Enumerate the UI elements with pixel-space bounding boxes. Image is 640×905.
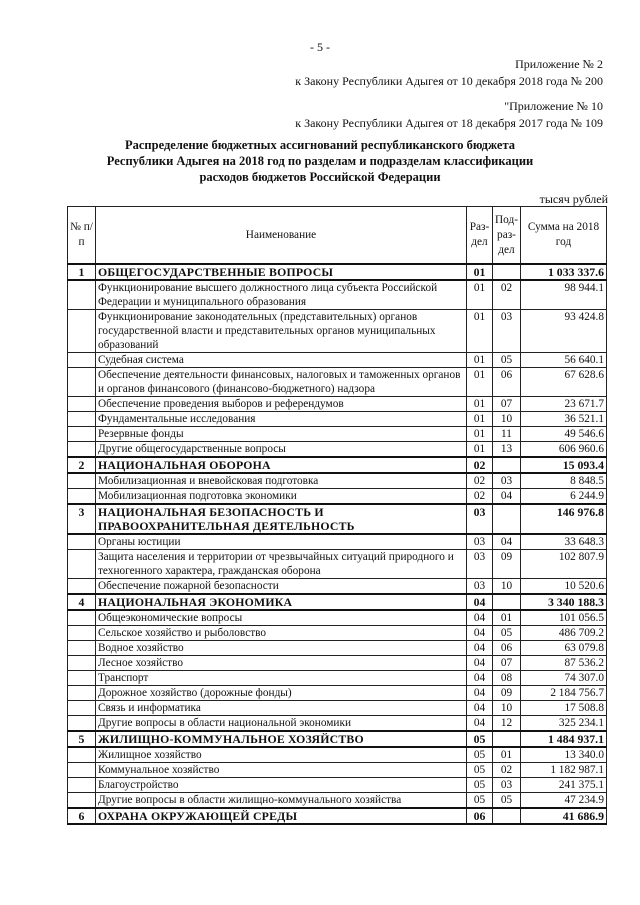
table-header-row [68,207,607,265]
cell-num [68,310,96,353]
cell-podrazdel [493,457,521,473]
cell-podrazdel: 03 [493,473,521,489]
cell-podrazdel: 02 [493,763,521,778]
cell-name: ЖИЛИЩНО-КОММУНАЛЬНОЕ ХОЗЯЙСТВО [96,731,467,747]
table-row [68,778,607,793]
cell-sum: 41 686.9 [521,808,607,824]
cell-razdel: 02 [467,457,493,473]
cell-name: Водное хозяйство [96,641,467,656]
cell-podrazdel: 03 [493,310,521,353]
cell-sum: 2 184 756.7 [521,686,607,701]
document-title-line: Республики Адыгея на 2018 год по разделам и подразделам классификации [106,154,534,168]
cell-podrazdel [493,504,521,534]
cell-razdel: 01 [467,310,493,353]
cell-podrazdel: 03 [493,778,521,793]
section-row [68,731,607,747]
cell-podrazdel: 01 [493,747,521,763]
table-row [68,368,607,397]
cell-name: Транспорт [96,671,467,686]
cell-podrazdel: 01 [493,610,521,626]
table-row [68,716,607,732]
cell-sum: 1 484 937.1 [521,731,607,747]
cell-name: Лесное хозяйство [96,656,467,671]
cell-podrazdel: 09 [493,686,521,701]
cell-razdel: 01 [467,397,493,412]
table-row [68,353,607,368]
header-sum: Сумма на 2018 год [521,207,607,265]
table-row [68,610,607,626]
section-row [68,264,607,280]
section-row [68,457,607,473]
cell-num [68,473,96,489]
cell-sum: 49 546.6 [521,427,607,442]
cell-num [68,579,96,595]
cell-razdel: 04 [467,716,493,732]
cell-num [68,368,96,397]
budget-table [67,206,607,825]
table-row [68,397,607,412]
document-title-line: расходов бюджетов Российской Федерации [199,170,441,184]
cell-sum: 63 079.8 [521,641,607,656]
cell-name: Судебная система [96,353,467,368]
cell-name: Обеспечение проведения выборов и референдумов [96,397,467,412]
cell-razdel: 01 [467,280,493,310]
appendix-2-title: "Приложение № 10 [504,99,603,113]
cell-razdel: 05 [467,763,493,778]
cell-razdel: 03 [467,534,493,550]
cell-razdel: 05 [467,731,493,747]
cell-razdel: 05 [467,778,493,793]
cell-name: Сельское хозяйство и рыболовство [96,626,467,641]
cell-num [68,671,96,686]
cell-sum: 17 508.8 [521,701,607,716]
cell-sum: 325 234.1 [521,716,607,732]
document-title [80,137,560,185]
cell-num [68,716,96,732]
cell-podrazdel: 09 [493,550,521,579]
cell-name: Обеспечение пожарной безопасности [96,579,467,595]
table-row [68,442,607,458]
cell-num [68,412,96,427]
table-row [68,656,607,671]
cell-num [68,442,96,458]
cell-podrazdel [493,808,521,824]
table-row [68,793,607,809]
cell-razdel: 04 [467,594,493,610]
cell-sum: 23 671.7 [521,397,607,412]
cell-name: Обеспечение деятельности финансовых, налоговых и таможенных органов и органов финансового (финансово-бюджетного) надзора [96,368,467,397]
cell-razdel: 04 [467,626,493,641]
cell-sum: 3 340 188.3 [521,594,607,610]
cell-razdel: 05 [467,793,493,809]
cell-podrazdel: 07 [493,656,521,671]
cell-num: 2 [68,457,96,473]
cell-razdel: 04 [467,656,493,671]
cell-razdel: 04 [467,641,493,656]
cell-num: 5 [68,731,96,747]
cell-num [68,686,96,701]
cell-sum: 67 628.6 [521,368,607,397]
cell-name: Другие вопросы в области национальной экономики [96,716,467,732]
cell-name: Органы юстиции [96,534,467,550]
cell-razdel: 02 [467,489,493,505]
cell-name: Функционирование законодательных (представительных) органов государственной власти и представительных органов муниципальных образований [96,310,467,353]
table-body [68,264,607,824]
cell-name: Мобилизационная и вневойсковая подготовка [96,473,467,489]
header-name: Наименование [96,207,467,265]
cell-name: ОХРАНА ОКРУЖАЮЩЕЙ СРЕДЫ [96,808,467,824]
cell-podrazdel: 04 [493,534,521,550]
cell-razdel: 05 [467,747,493,763]
cell-podrazdel: 13 [493,442,521,458]
cell-podrazdel: 06 [493,641,521,656]
section-row [68,504,607,534]
cell-razdel: 04 [467,701,493,716]
cell-razdel: 04 [467,686,493,701]
cell-num: 1 [68,264,96,280]
cell-sum: 74 307.0 [521,671,607,686]
cell-sum: 93 424.8 [521,310,607,353]
cell-num [68,353,96,368]
cell-name: Благоустройство [96,778,467,793]
document-title-line: Распределение бюджетных ассигнований республиканского бюджета [125,138,515,152]
cell-razdel: 01 [467,264,493,280]
table-row [68,489,607,505]
cell-podrazdel: 12 [493,716,521,732]
cell-name: Фундаментальные исследования [96,412,467,427]
cell-name: Жилищное хозяйство [96,747,467,763]
table-row [68,412,607,427]
cell-podrazdel: 07 [493,397,521,412]
units-label: тысяч рублей [539,192,608,206]
cell-razdel: 04 [467,671,493,686]
table-row [68,427,607,442]
cell-num [68,427,96,442]
cell-podrazdel: 02 [493,280,521,310]
cell-num: 3 [68,504,96,534]
section-row [68,808,607,824]
cell-podrazdel: 05 [493,353,521,368]
cell-sum: 486 709.2 [521,626,607,641]
table-row [68,550,607,579]
cell-podrazdel: 05 [493,626,521,641]
cell-sum: 10 520.6 [521,579,607,595]
cell-sum: 101 056.5 [521,610,607,626]
cell-podrazdel: 10 [493,412,521,427]
cell-sum: 56 640.1 [521,353,607,368]
cell-sum: 6 244.9 [521,489,607,505]
cell-sum: 146 976.8 [521,504,607,534]
cell-razdel: 01 [467,427,493,442]
cell-num [68,793,96,809]
table-row [68,473,607,489]
table-row [68,280,607,310]
cell-podrazdel: 10 [493,579,521,595]
cell-razdel: 04 [467,610,493,626]
cell-sum: 15 093.4 [521,457,607,473]
header-podrazdel: Под-раз-дел [493,207,521,265]
table-row [68,534,607,550]
cell-razdel: 03 [467,579,493,595]
cell-num [68,534,96,550]
cell-num [68,763,96,778]
cell-razdel: 01 [467,442,493,458]
cell-num [68,747,96,763]
cell-num [68,626,96,641]
cell-sum: 33 648.3 [521,534,607,550]
cell-num: 6 [68,808,96,824]
cell-name: Мобилизационная подготовка экономики [96,489,467,505]
cell-podrazdel: 04 [493,489,521,505]
cell-name: Коммунальное хозяйство [96,763,467,778]
cell-podrazdel: 11 [493,427,521,442]
cell-sum: 1 033 337.6 [521,264,607,280]
table-row [68,701,607,716]
cell-razdel: 06 [467,808,493,824]
cell-razdel: 01 [467,368,493,397]
cell-name: НАЦИОНАЛЬНАЯ ЭКОНОМИКА [96,594,467,610]
appendix-1-law: к Закону Республики Адыгея от 10 декабря 2018 года № 200 [295,74,603,88]
table-row [68,626,607,641]
cell-name: Другие общегосударственные вопросы [96,442,467,458]
cell-podrazdel: 05 [493,793,521,809]
cell-podrazdel: 06 [493,368,521,397]
cell-podrazdel [493,264,521,280]
cell-name: ОБЩЕГОСУДАРСТВЕННЫЕ ВОПРОСЫ [96,264,467,280]
cell-sum: 98 944.1 [521,280,607,310]
cell-num: 4 [68,594,96,610]
table-row [68,641,607,656]
cell-name: Общеэкономические вопросы [96,610,467,626]
section-row [68,594,607,610]
page-number: - 5 - [310,40,330,54]
header-num: № п/п [68,207,96,265]
appendix-1-title: Приложение № 2 [515,57,603,71]
cell-num [68,550,96,579]
table-row [68,671,607,686]
cell-name: Функционирование высшего должностного лица субъекта Российской Федерации и муниципального образования [96,280,467,310]
cell-sum: 241 375.1 [521,778,607,793]
cell-name: Резервные фонды [96,427,467,442]
cell-name: Другие вопросы в области жилищно-коммунального хозяйства [96,793,467,809]
cell-num [68,280,96,310]
cell-podrazdel [493,731,521,747]
appendix-2-law: к Закону Республики Адыгея от 18 декабря 2017 года № 109 [295,116,603,130]
cell-sum: 47 234.9 [521,793,607,809]
cell-razdel: 03 [467,504,493,534]
table-row [68,747,607,763]
cell-razdel: 01 [467,353,493,368]
cell-num [68,397,96,412]
cell-num [68,778,96,793]
cell-name: Защита населения и территории от чрезвычайных ситуаций природного и техногенного характера, гражданская оборона [96,550,467,579]
cell-num [68,641,96,656]
cell-num [68,489,96,505]
table-row [68,763,607,778]
cell-name: НАЦИОНАЛЬНАЯ БЕЗОПАСНОСТЬ И ПРАВООХРАНИТЕЛЬНАЯ ДЕЯТЕЛЬНОСТЬ [96,504,467,534]
cell-razdel: 03 [467,550,493,579]
cell-sum: 102 807.9 [521,550,607,579]
cell-sum: 8 848.5 [521,473,607,489]
cell-podrazdel: 08 [493,671,521,686]
cell-sum: 36 521.1 [521,412,607,427]
table-row [68,310,607,353]
table-row [68,686,607,701]
cell-podrazdel [493,594,521,610]
cell-razdel: 01 [467,412,493,427]
cell-razdel: 02 [467,473,493,489]
table-row [68,579,607,595]
cell-podrazdel: 10 [493,701,521,716]
cell-num [68,701,96,716]
cell-sum: 13 340.0 [521,747,607,763]
header-razdel: Раз-дел [467,207,493,265]
cell-sum: 1 182 987.1 [521,763,607,778]
cell-num [68,656,96,671]
cell-sum: 87 536.2 [521,656,607,671]
cell-sum: 606 960.6 [521,442,607,458]
cell-num [68,610,96,626]
cell-name: Связь и информатика [96,701,467,716]
cell-name: Дорожное хозяйство (дорожные фонды) [96,686,467,701]
cell-name: НАЦИОНАЛЬНАЯ ОБОРОНА [96,457,467,473]
